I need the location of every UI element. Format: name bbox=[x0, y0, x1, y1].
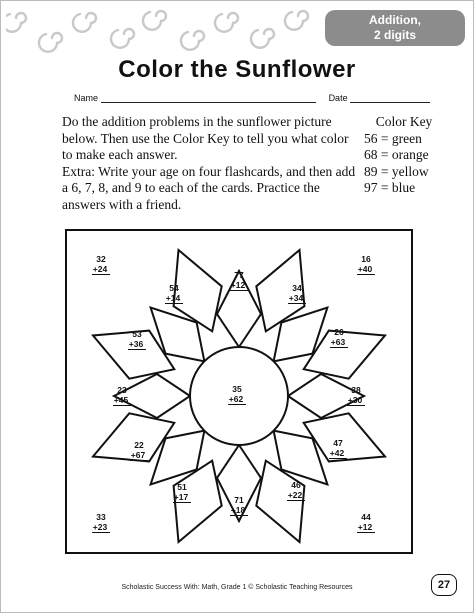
name-date-row bbox=[74, 93, 430, 103]
problem-addend-plus: +62 bbox=[228, 394, 244, 404]
problem-addend-plus: +17 bbox=[173, 492, 189, 502]
problem-addend: 71 bbox=[234, 495, 244, 505]
problem-addend: 22 bbox=[134, 440, 144, 450]
problem-addend: 46 bbox=[291, 480, 301, 490]
topic-tag-line2: 2 digits bbox=[373, 28, 416, 42]
problem-addend: 16 bbox=[361, 254, 371, 264]
problem-addend: 32 bbox=[96, 254, 106, 264]
color-key bbox=[364, 114, 444, 197]
problem-addend: 77 bbox=[234, 270, 244, 280]
name-label: Name bbox=[74, 93, 99, 103]
footer-credit: Scholastic Success With: Math, Grade 1 © Scholastic Teaching Resources bbox=[121, 584, 353, 591]
color-key-entry: 89 = yellow bbox=[364, 163, 429, 179]
problem-addend: 35 bbox=[232, 384, 242, 394]
problem-addend-plus: +34 bbox=[288, 293, 304, 303]
problem-addend: 38 bbox=[351, 385, 361, 395]
problem-addend: 33 bbox=[96, 512, 106, 522]
page-number: 27 bbox=[431, 574, 457, 596]
problem-addend: 23 bbox=[117, 385, 127, 395]
swirl-decoration bbox=[6, 4, 336, 54]
problem-addend-plus: +45 bbox=[113, 395, 129, 405]
name-field[interactable] bbox=[101, 93, 316, 103]
color-key-entry: 56 = green bbox=[364, 130, 422, 146]
color-key-entry: 97 = blue bbox=[364, 180, 416, 195]
page-title: Color the Sunflower bbox=[118, 56, 356, 83]
date-field[interactable] bbox=[350, 93, 430, 103]
problem-addend-plus: +36 bbox=[128, 339, 144, 349]
problem-addend: 34 bbox=[292, 283, 302, 293]
problem-addend-plus: +12 bbox=[230, 280, 246, 290]
date-label: Date bbox=[328, 93, 348, 103]
problem-addend: 54 bbox=[169, 283, 179, 293]
problem-addend-plus: +12 bbox=[357, 522, 373, 532]
color-key-entry: 68 = orange bbox=[364, 147, 429, 162]
problem-addend: 44 bbox=[361, 512, 371, 522]
problem-addend-plus: +23 bbox=[92, 522, 108, 532]
problem-addend-plus: +42 bbox=[329, 448, 345, 458]
color-key-title: Color Key bbox=[375, 114, 433, 129]
problem-addend-plus: +67 bbox=[130, 450, 146, 460]
problem-addend-plus: +40 bbox=[357, 264, 373, 274]
problem-addend-plus: +24 bbox=[92, 264, 108, 274]
problem-addend: 26 bbox=[334, 327, 344, 337]
problem-addend: 51 bbox=[177, 482, 187, 492]
topic-tag bbox=[325, 10, 465, 46]
problem-addend-plus: +22 bbox=[287, 490, 303, 500]
problem-addend: 53 bbox=[132, 329, 142, 339]
problem-addend: 47 bbox=[333, 438, 343, 448]
problem-addend-plus: +30 bbox=[347, 395, 363, 405]
instructions-paragraph: Do the addition problems in the sunflower picture below. Then use the Color Key to tell you what color to make each answer. bbox=[62, 114, 349, 162]
instructions bbox=[62, 114, 362, 213]
topic-tag-line1: Addition, bbox=[369, 13, 421, 27]
sunflower-figure bbox=[64, 228, 414, 555]
problem-addend-plus: +14 bbox=[165, 293, 181, 303]
extra-paragraph: Extra: Write your age on four flashcards, and then add a 6, 7, 8, and 9 to each of the cards. Practice the answers with a friend. bbox=[62, 163, 356, 212]
problem-addend-plus: +63 bbox=[330, 337, 346, 347]
problem-addend-plus: +18 bbox=[230, 505, 246, 515]
